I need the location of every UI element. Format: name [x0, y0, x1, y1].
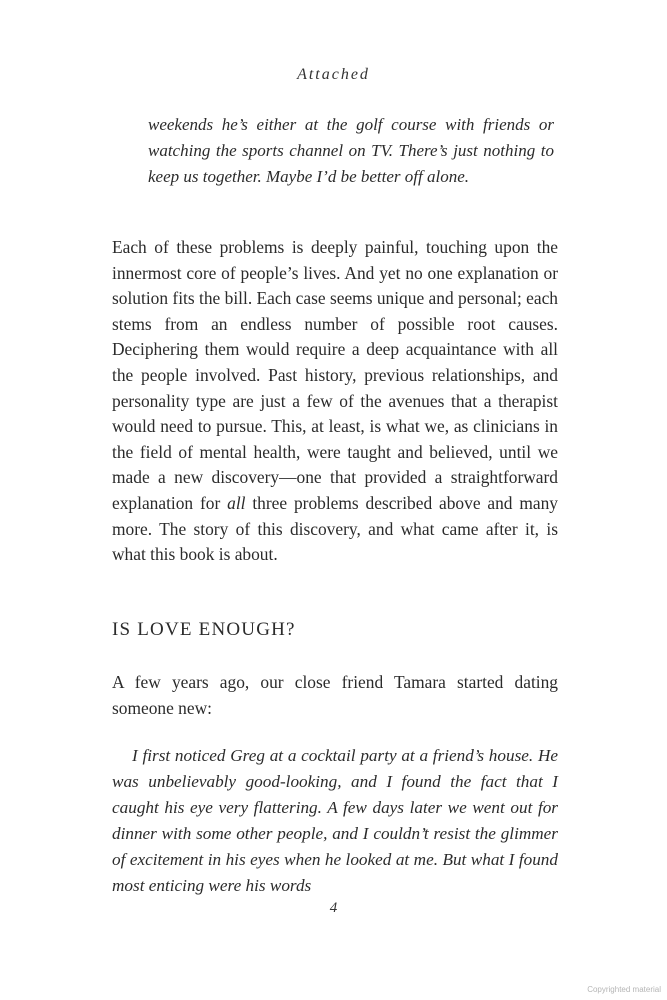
paragraph-text: Each of these problems is deeply painful, touching upon the innermost core of people’s lives. And yet no one explanation or solution fits the bill. Each case seems unique and personal; each stems from an endless number of possible root causes. Deciphering them would require a deep acquaintance with all the people involved. Past history, previous relationships, and personality type are just a few of the avenues that a therapist would need to pursue. This, at least, is what we, as clinicians in the field of mental health, were taught and believed, until we made a new discovery—one that provided a straightforward explanation for [112, 237, 558, 513]
emphasis-all: all [227, 492, 246, 513]
page-number: 4 [329, 900, 338, 916]
block-quote-continued: weekends he’s either at the golf course with friends or watching the sports channel on TV. There’s just nothing to keep us together. Maybe I’d be better off alone. [148, 115, 554, 186]
body-paragraph-tamara: A few years ago, our close friend Tamara started dating someone new: [112, 672, 558, 718]
copyright-watermark: Copyrighted material [587, 985, 661, 994]
section-heading: IS LOVE ENOUGH? [112, 619, 296, 640]
body-paragraph-problems [112, 235, 558, 568]
running-head: Attached [297, 66, 370, 83]
block-quote-greg: I first noticed Greg at a cocktail party at a friend’s house. He was unbelievably good-looking, and I found the fact that I caught his eye very flattering. A few days later we went out for dinner with some other people, and I couldn’t resist the glimmer of excitement in his eyes when he looked at me. But what I found most enticing were his words [112, 746, 558, 895]
paragraph-text-end: three problems described above and many more. The story of this discovery, and what came after it, is what this book is about. [112, 492, 558, 565]
